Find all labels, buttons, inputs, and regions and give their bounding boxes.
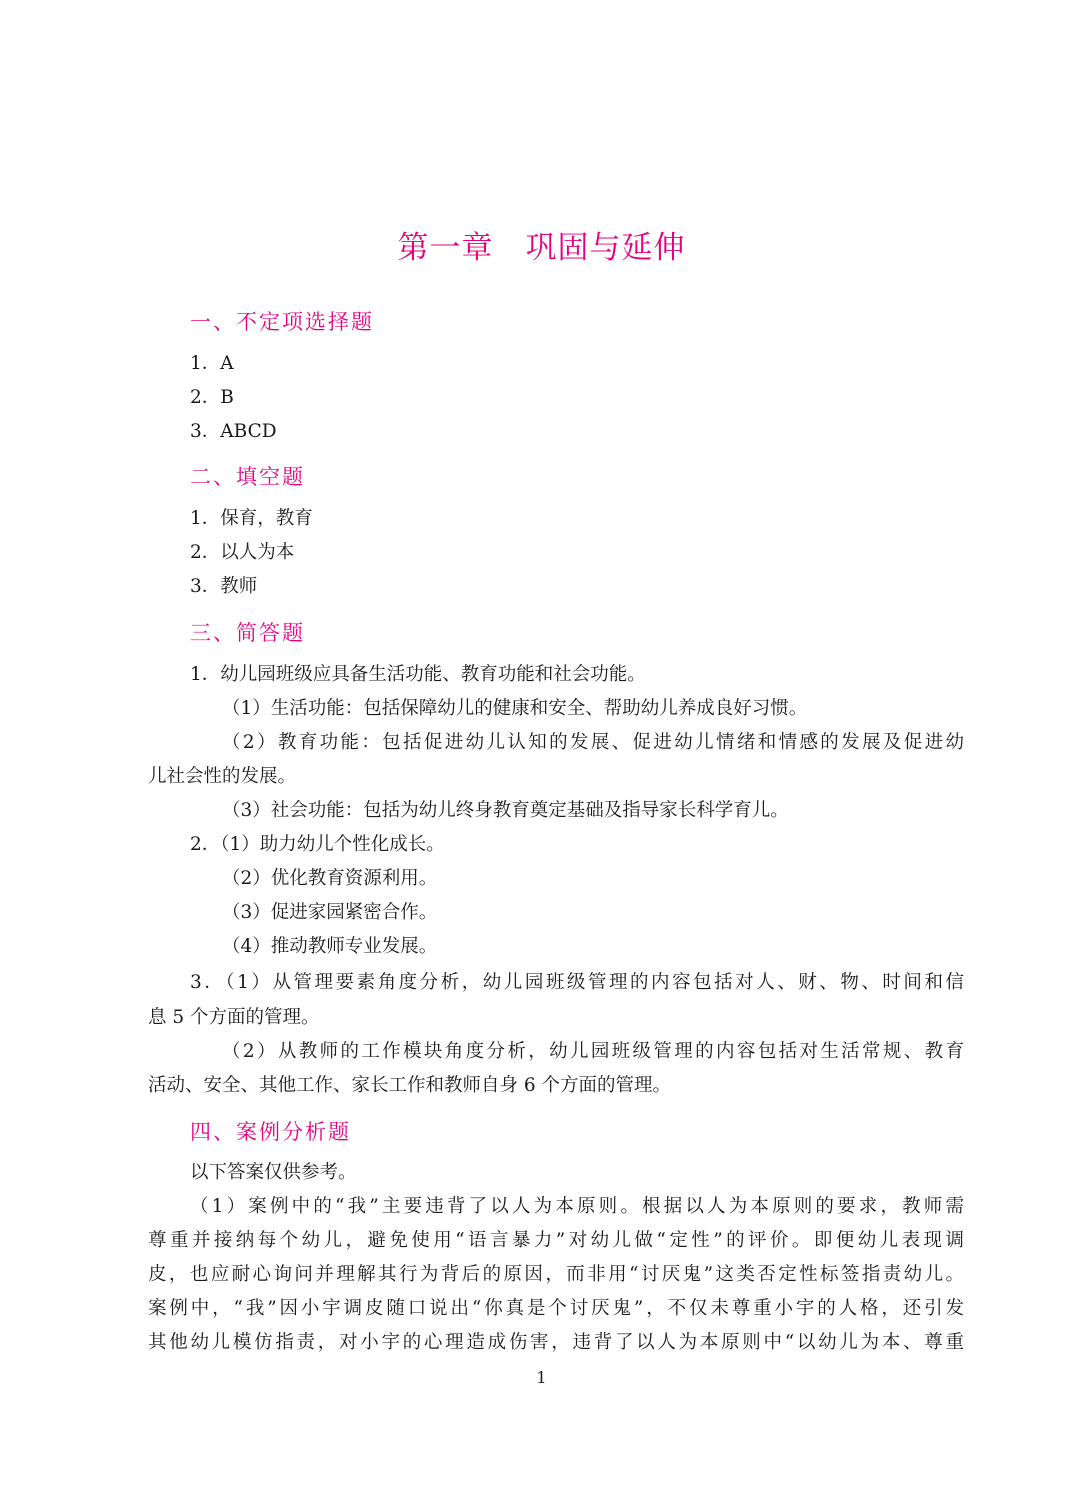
chapter-title: 第一章 巩固与延伸 (397, 230, 686, 266)
section-heading-multiple-choice: 一、不定项选择题 (190, 310, 374, 334)
answer-line: 儿社会性的发展。 (148, 766, 297, 787)
answer-line: 以下答案仅供参考。 (190, 1162, 357, 1183)
answer-line: 尊重并接纳每个幼儿，避免使用“语言暴力”对幼儿做“定性”的评价。即便幼儿表现调 (148, 1230, 964, 1251)
answer-line: 案例中，“我”因小宇调皮随口说出“你真是个讨厌鬼”，不仅未尊重小宇的人格，还引发 (148, 1298, 964, 1319)
answer-item: 1．保育，教育 (190, 508, 313, 529)
answer-line: （1）生活功能：包括保障幼儿的健康和安全、帮助幼儿养成良好习惯。 (222, 698, 808, 719)
answer-line: （3）社会功能：包括为幼儿终身教育奠定基础及指导家长科学育儿。 (222, 800, 789, 821)
answer-item: 3．ABCD (190, 421, 277, 442)
answer-line: 1．幼儿园班级应具备生活功能、教育功能和社会功能。 (190, 664, 646, 685)
answer-line: 2．（1）助力幼儿个性化成长。 (190, 834, 445, 855)
answer-line: （2）教育功能：包括促进幼儿认知的发展、促进幼儿情绪和情感的发展及促进幼 (222, 732, 964, 753)
answer-line: （2）优化教育资源利用。 (222, 868, 438, 889)
answer-line: 活动、安全、其他工作、家长工作和教师自身 6 个方面的管理。 (148, 1075, 672, 1096)
answer-line: （1）案例中的“我”主要违背了以人为本原则。根据以人为本原则的要求，教师需 (190, 1196, 964, 1217)
answer-line: 其他幼儿模仿指责，对小宇的心理造成伤害，违背了以人为本原则中“以幼儿为本、尊重 (148, 1332, 964, 1353)
answer-item: 1．A (190, 353, 234, 374)
page-number: 1 (536, 1368, 547, 1387)
answer-item: 2．以人为本 (190, 542, 295, 563)
answer-line: 3．（1）从管理要素角度分析，幼儿园班级管理的内容包括对人、财、物、时间和信 (190, 972, 964, 993)
section-heading-short-answer: 三、简答题 (190, 621, 305, 645)
answer-line: 皮，也应耐心询问并理解其行为背后的原因，而非用“讨厌鬼”这类否定性标签指责幼儿。 (148, 1264, 964, 1285)
answer-item: 3．教师 (190, 576, 258, 597)
section-heading-case-analysis: 四、案例分析题 (190, 1120, 351, 1144)
answer-item: 2．B (190, 387, 234, 408)
answer-line: （2）从教师的工作模块角度分析，幼儿园班级管理的内容包括对生活常规、教育 (222, 1041, 964, 1062)
section-heading-fill-blank: 二、填空题 (190, 465, 305, 489)
answer-line: （4）推动教师专业发展。 (222, 936, 438, 957)
answer-line: （3）促进家园紧密合作。 (222, 902, 438, 923)
answer-line: 息 5 个方面的管理。 (148, 1007, 320, 1028)
